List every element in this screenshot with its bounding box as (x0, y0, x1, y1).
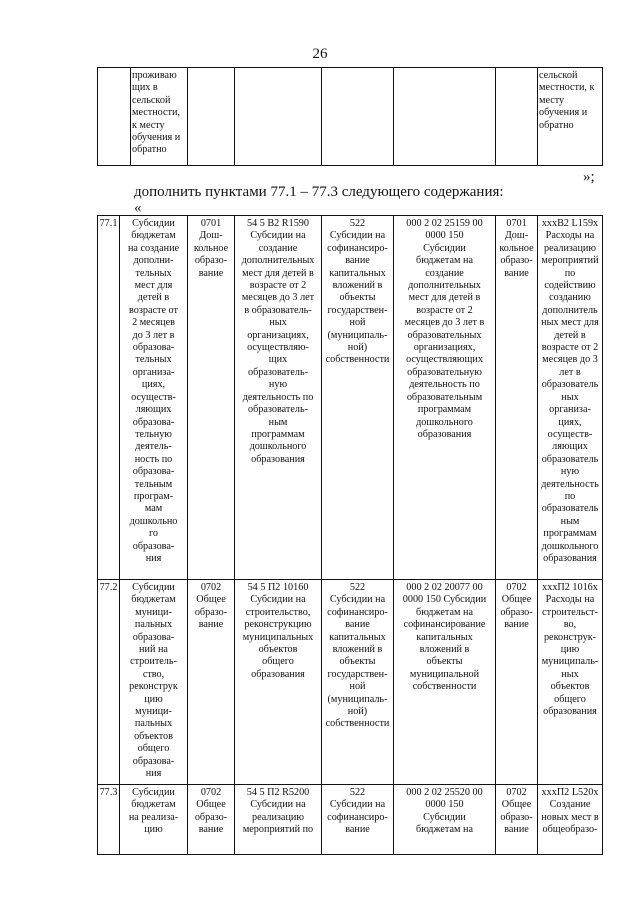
cell-revenue-code: 000 2 02 20077 00 0000 150 Субсидии бюджетам на софинансирование капитальных вложений в объекты муниципальной собственности (394, 580, 496, 785)
cell-revenue-code: 000 2 02 25159 00 0000 150 Субсидии бюджетам на создание дополнительных мест для детей в возрасте от 2 месяцев до 3 лет в образовательных организациях, осуществляющих образовательную деятельность по образовательным программам дошкольного образования (394, 216, 496, 580)
cell-expense-type (322, 68, 394, 166)
cell-section: 0702 Общее образо- вание (188, 580, 235, 785)
cell-section-2: 0702 Общее образо- вание (496, 785, 538, 855)
page-number: 26 (312, 46, 328, 62)
cell-local-item: сельской местности, к месту обучения и обратно (538, 68, 603, 166)
cell-description: Субсидии бюджетам на создание дополни- тельных мест для детей в возрасте от 2 месяцев до 3 лет в образова- тельных организа- циях, осуществ- ляющих образова- тельную деятель- ность по образова- тельным програм- мам дошкольно го образова- ния (120, 216, 188, 580)
table-row (98, 785, 603, 855)
cell-local-item: хххП2 1016х Расходы на строительст- во, реконструк- цию муниципаль- ных объектов общего образования (538, 580, 603, 785)
cell-expense-type: 522 Субсидии на софинансиро- вание (322, 785, 394, 855)
cell-expense-type: 522 Субсидии на софинансиро- вание капитальных вложений в объекты государствен- ной (муниципаль- ной) собственности (322, 216, 394, 580)
cell-num: 77.1 (98, 216, 120, 580)
cell-section: 0702 Общее образо- вание (188, 785, 235, 855)
table-row (98, 68, 603, 166)
cell-expense-type: 522 Субсидии на софинансиро- вание капитальных вложений в объекты государствен- ной (муниципаль- ной) собственности (322, 580, 394, 785)
cell-description: Субсидии бюджетам на реализа- цию (120, 785, 188, 855)
cell-target-item: 54 5 В2 R1590 Субсидии на создание дополнительных мест для детей в возрасте от 2 месяцев до 3 лет в образователь- ных организациях, осуществляю- щих образователь- ную деятельность по образователь- ным программам дошкольного образования (235, 216, 322, 580)
opening-quote: « (134, 200, 142, 216)
table-fragment-top (97, 67, 603, 166)
cell-section: 0701 Дош- кольное образо- вание (188, 216, 235, 580)
cell-local-item: ххxВ2 L159х Расходы на реализацию мероприятий по содействию созданию дополнитель ных мест для детей в возрасте от 2 месяцев до 3 лет в образователь ных организа- циях, осуществ- ляющих образователь ную деятельность по образователь ным программам дошкольного образования (538, 216, 603, 580)
table-row (98, 580, 603, 785)
cell-target-item: 54 5 П2 R5200 Субсидии на реализацию мероприятий по (235, 785, 322, 855)
amendment-paragraph: дополнить пунктами 77.1 – 77.3 следующего содержания: (134, 184, 504, 200)
closing-quote: »; (583, 169, 595, 185)
cell-description: проживаю щих в сельской местности, к месту обучения и обратно (131, 68, 188, 166)
cell-target-item (235, 68, 322, 166)
table-row (98, 216, 603, 580)
cell-revenue-code: 000 2 02 25520 00 0000 150 Субсидии бюджетам на (394, 785, 496, 855)
cell-section-2 (496, 68, 538, 166)
cell-num: 77.3 (98, 785, 120, 855)
cell-num: 77.2 (98, 580, 120, 785)
cell-section-2: 0702 Общее образо- вание (496, 580, 538, 785)
cell-revenue-code (394, 68, 496, 166)
cell-num (98, 68, 131, 166)
cell-local-item: хххП2 L520х Создание новых мест в общеобразо- (538, 785, 603, 855)
cell-section-2: 0701 Дош- кольное образо- вание (496, 216, 538, 580)
cell-section (188, 68, 235, 166)
cell-target-item: 54 5 П2 10160 Субсидии на строительство, реконструкцию муниципальных объектов общего образования (235, 580, 322, 785)
table-main (97, 215, 603, 855)
cell-description: Субсидии бюджетам муници- пальных образова- ний на строитель- ство, реконструк цию муници- пальных объектов общего образова- ния (120, 580, 188, 785)
